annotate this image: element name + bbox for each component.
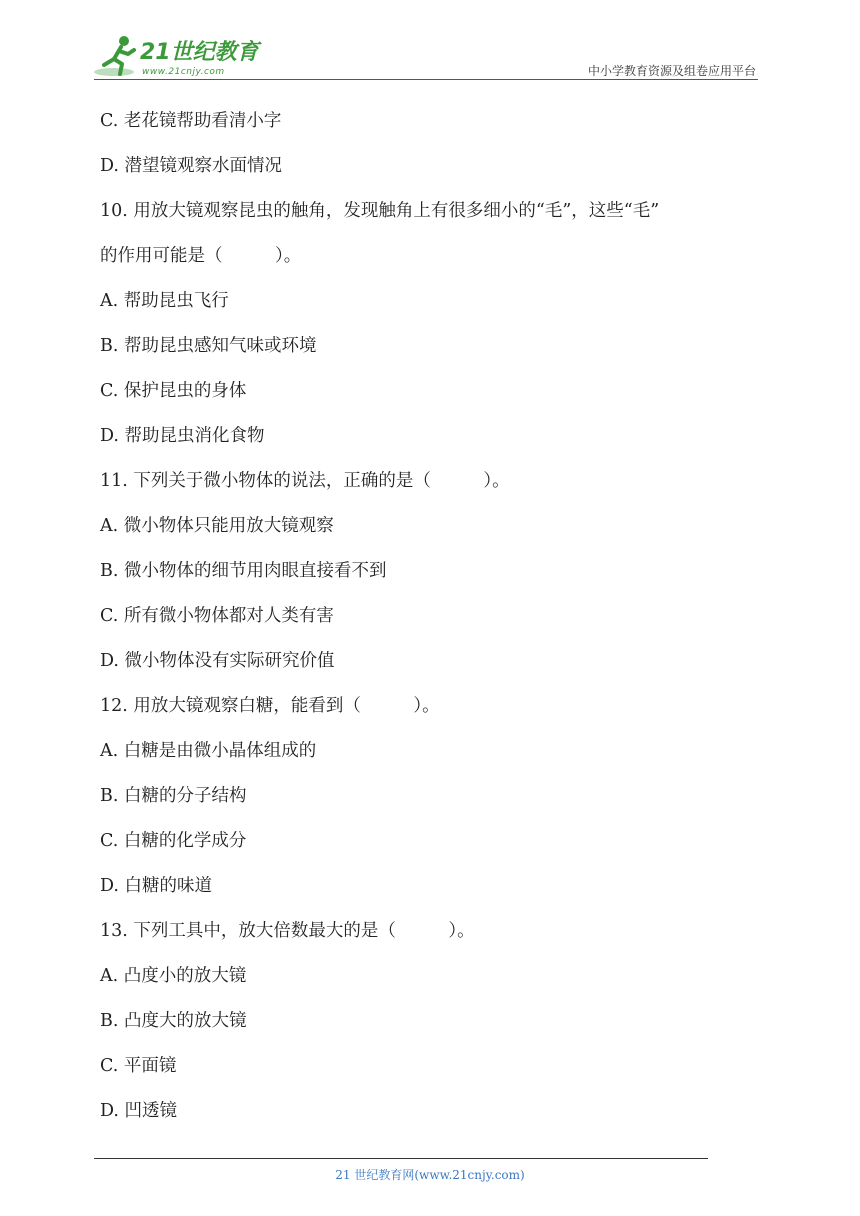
footer-divider — [94, 1158, 708, 1159]
page-header — [0, 0, 860, 90]
question-line: 13. 下列工具中，放大倍数最大的是（ ）。 — [100, 921, 475, 941]
option-line: B. 凸度大的放大镜 — [100, 1011, 247, 1031]
option-line: D. 白糖的味道 — [100, 876, 213, 896]
option-line: C. 保护昆虫的身体 — [100, 381, 247, 401]
svg-text:www.21cnjy.com: www.21cnjy.com — [142, 67, 225, 77]
option-line: A. 帮助昆虫飞行 — [100, 291, 229, 311]
option-line: D. 潜望镜观察水面情况 — [100, 156, 283, 176]
running-figure-icon — [94, 36, 134, 76]
option-line: C. 白糖的化学成分 — [100, 831, 247, 851]
option-line: C. 老花镜帮助看清小字 — [100, 111, 282, 131]
option-line: B. 帮助昆虫感知气味或环境 — [100, 336, 317, 356]
option-line: C. 平面镜 — [100, 1056, 177, 1076]
option-line: D. 凹透镜 — [100, 1101, 178, 1121]
site-logo[interactable] — [92, 32, 262, 80]
header-divider — [94, 79, 758, 80]
option-line: B. 白糖的分子结构 — [100, 786, 247, 806]
option-line: D. 微小物体没有实际研究价值 — [100, 651, 335, 671]
question-line: 11. 下列关于微小物体的说法，正确的是（ ）。 — [100, 471, 510, 491]
option-line: B. 微小物体的细节用肉眼直接看不到 — [100, 561, 387, 581]
question-line: 的作用可能是（ ）。 — [100, 246, 302, 266]
option-line: C. 所有微小物体都对人类有害 — [100, 606, 334, 626]
option-line: A. 微小物体只能用放大镜观察 — [100, 516, 334, 536]
question-line: 12. 用放大镜观察白糖，能看到（ ）。 — [100, 696, 440, 716]
option-line: A. 白糖是由微小晶体组成的 — [100, 741, 317, 761]
option-line: D. 帮助昆虫消化食物 — [100, 426, 265, 446]
option-line: A. 凸度小的放大镜 — [100, 966, 247, 986]
footer-link[interactable]: 21 世纪教育网(www.21cnjy.com) — [335, 1168, 525, 1182]
question-line: 10. 用放大镜观察昆虫的触角，发现触角上有很多细小的“毛”，这些“毛” — [100, 201, 660, 221]
svg-text:21世纪教育: 21世纪教育 — [140, 40, 259, 65]
site-slogan: 中小学教育资源及组卷应用平台 — [587, 64, 756, 78]
